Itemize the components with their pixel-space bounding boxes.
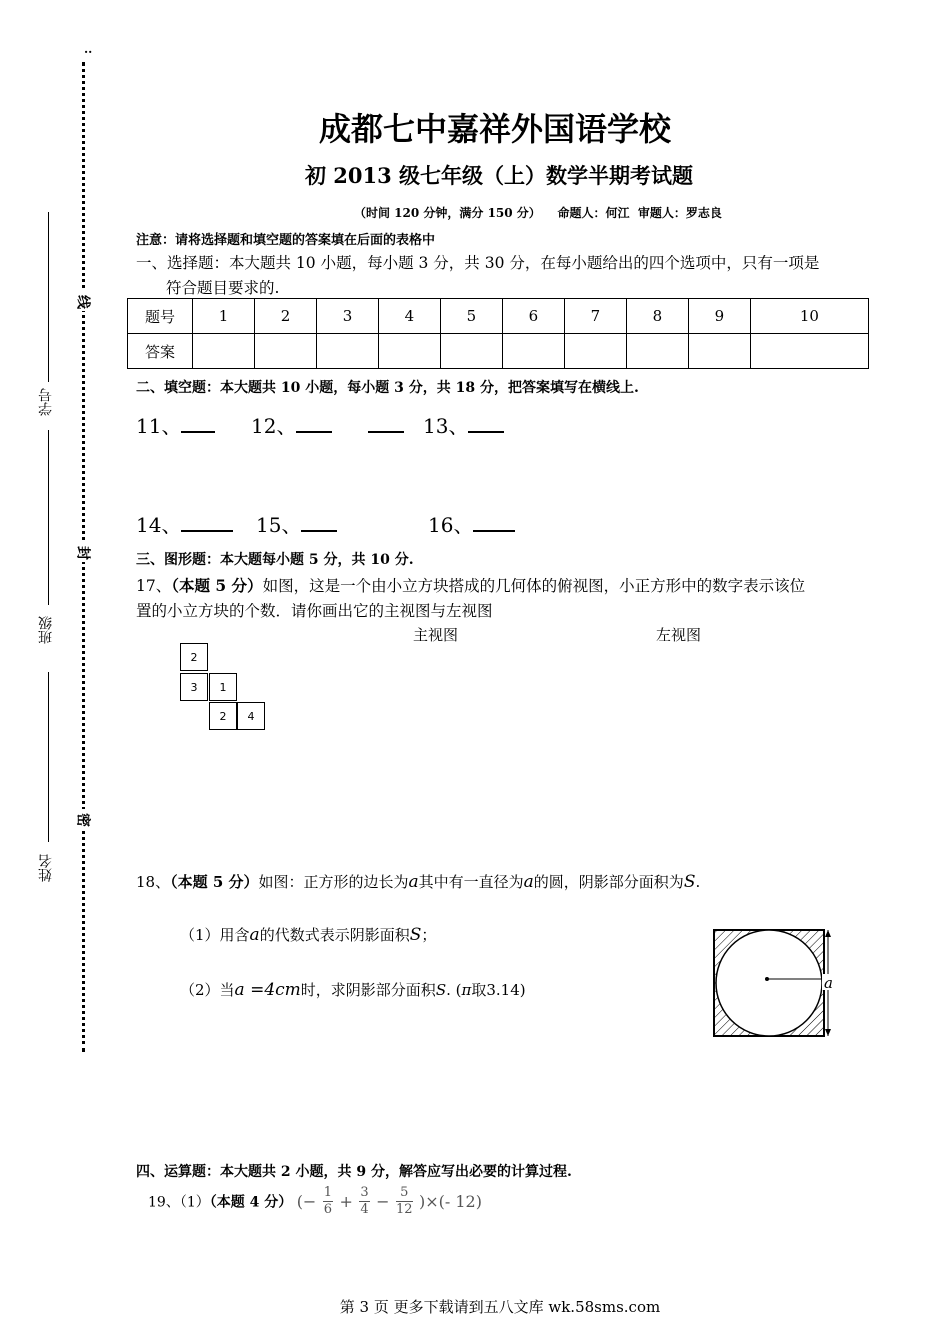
center-dot xyxy=(765,977,769,981)
arrow-up-icon xyxy=(825,930,831,937)
q19-close: )×(- 12) xyxy=(418,1192,482,1211)
q17-line1 xyxy=(136,574,805,596)
q18-part1 xyxy=(180,924,436,945)
q16 xyxy=(428,509,515,538)
q18-text3: 的圆，阴影部分面积为 xyxy=(533,873,684,891)
q18-var-a2: a xyxy=(523,872,534,892)
seal-feng: 封 xyxy=(77,544,91,560)
q11 xyxy=(136,410,215,439)
table-cell: 4 xyxy=(378,299,440,334)
fraction-2 xyxy=(359,1185,369,1218)
q18-part2-b: 时，求阴影部分面积 xyxy=(300,981,436,999)
q18-text1: 如图：正方形的边长为 xyxy=(258,873,409,891)
fraction-1 xyxy=(323,1185,333,1218)
answer-cell[interactable] xyxy=(193,334,255,369)
arrow-down-icon xyxy=(825,1029,831,1036)
answer-cell[interactable] xyxy=(316,334,378,369)
table-cell: 5 xyxy=(440,299,502,334)
q18-text4: . xyxy=(695,873,701,891)
fraction-1-num: 1 xyxy=(323,1185,333,1200)
table-cell: 7 xyxy=(564,299,626,334)
q18-line xyxy=(136,871,700,892)
table-row xyxy=(128,334,869,369)
table-cell: 3 xyxy=(316,299,378,334)
answer-cell[interactable] xyxy=(750,334,868,369)
q18-part2-c: . ( xyxy=(446,981,462,999)
q16-label: 16、 xyxy=(428,513,474,537)
q18-part1-a: （1）用含 xyxy=(180,926,250,944)
fraction-2-den: 4 xyxy=(360,1202,369,1217)
q19-prefix: 19、（1） xyxy=(148,1194,210,1211)
q18-text2: 其中有一直径为 xyxy=(418,873,524,891)
table-cell: 9 xyxy=(688,299,750,334)
fraction-3 xyxy=(396,1185,413,1218)
q18-part1-var-s: S xyxy=(409,925,422,945)
q18-var-s: S xyxy=(683,872,696,892)
q16-blank[interactable] xyxy=(473,516,515,532)
answer-table xyxy=(127,298,869,369)
seal-xian: 线 xyxy=(77,293,91,309)
notice: 注意：请将选择题和填空题的答案填在后面的表格中 xyxy=(136,233,436,248)
q18-points: （本题 5 分） xyxy=(170,873,259,891)
q18-part1-c: ； xyxy=(421,926,437,944)
exam-title: 初 2013 级七年级（上）数学半期考试题 xyxy=(304,163,694,188)
q18-number: 18、 xyxy=(136,873,171,891)
seal-mi: 密 xyxy=(77,811,91,827)
figure-label-a: a xyxy=(824,974,833,992)
answer-cell[interactable] xyxy=(626,334,688,369)
name-label: 姓名 xyxy=(38,854,54,882)
student-id-line xyxy=(48,212,49,382)
row-label-answer: 答案 xyxy=(128,334,193,369)
q14-label: 14、 xyxy=(136,513,182,537)
table-cell: 10 xyxy=(750,299,868,334)
table-cell: 8 xyxy=(626,299,688,334)
section1-line2: 符合题目要求的. xyxy=(166,279,280,297)
q18-part1-var-a: a xyxy=(249,925,260,945)
q15 xyxy=(256,509,337,538)
class-line xyxy=(48,430,49,605)
table-cell: 1 xyxy=(193,299,255,334)
grid-cell: 4 xyxy=(237,702,265,730)
q17-number: 17、 xyxy=(136,577,172,595)
fraction-3-den: 12 xyxy=(395,1202,413,1217)
q18-part2-expr: a =4cm xyxy=(234,980,301,1000)
q17-text1: 如图，这是一个由小立方块搭成的几何体的俯视图，小正方形中的数字表示该位 xyxy=(262,577,806,595)
q14-blank[interactable] xyxy=(181,516,233,532)
q18-pi: π xyxy=(461,981,472,999)
name-line xyxy=(48,672,49,842)
q18-part1-b: 的代数式表示阴影面积 xyxy=(259,926,410,944)
section1-line1: 一、选择题：本大题共 10 小题，每小题 3 分，共 30 分，在每小题给出的四个选项中，只有一项是 xyxy=(136,254,820,272)
fraction-3-num: 5 xyxy=(396,1185,413,1202)
answer-cell[interactable] xyxy=(502,334,564,369)
fraction-2-num: 3 xyxy=(360,1185,369,1200)
q19 xyxy=(148,1185,482,1218)
q18-part2-var-s: S xyxy=(435,981,447,999)
page-footer: 第 3 页 更多下载请到五八文库 wk.58sms.com xyxy=(339,1298,661,1316)
q13 xyxy=(423,410,504,439)
grid-cell: 2 xyxy=(180,643,208,671)
q19-points: （本题 4 分） xyxy=(209,1194,293,1211)
q15-blank[interactable] xyxy=(301,516,337,532)
q18-part2-a: （2）当 xyxy=(180,981,235,999)
grid-cell: 1 xyxy=(209,673,237,701)
answer-cell[interactable] xyxy=(440,334,502,369)
table-cell: 2 xyxy=(254,299,316,334)
left-view-label: 左视图 xyxy=(656,626,702,644)
op-minus: − xyxy=(376,1192,390,1211)
q19-open: (− xyxy=(296,1192,317,1211)
q12-blank-1[interactable] xyxy=(296,417,332,433)
answer-cell[interactable] xyxy=(688,334,750,369)
q12-blank-2[interactable] xyxy=(368,417,404,433)
square-circle-figure xyxy=(706,924,846,1040)
exam-info: （时间 120 分钟，满分 150 分） 命题人：何江 审题人：罗志良 xyxy=(354,206,722,220)
table-row xyxy=(128,299,869,334)
answer-cell[interactable] xyxy=(564,334,626,369)
q12 xyxy=(251,410,404,439)
margin-dots: .. xyxy=(84,42,93,56)
q13-label: 13、 xyxy=(423,414,469,438)
q17-points: （本题 5 分） xyxy=(171,576,263,595)
op-plus: + xyxy=(339,1192,353,1211)
q18-part2 xyxy=(180,979,526,1000)
q15-label: 15、 xyxy=(256,513,302,537)
grid-cell: 3 xyxy=(180,673,208,701)
table-cell: 6 xyxy=(502,299,564,334)
row-label-number: 题号 xyxy=(128,299,193,334)
answer-cell[interactable] xyxy=(254,334,316,369)
q18-var-a: a xyxy=(408,872,419,892)
q11-blank[interactable] xyxy=(181,417,215,433)
class-label: 班级 xyxy=(38,616,54,644)
q12-label: 12、 xyxy=(251,414,297,438)
grid-cell: 2 xyxy=(209,702,237,730)
section3-title: 三、图形题：本大题每小题 5 分，共 10 分. xyxy=(136,552,414,568)
student-id-label: 学号 xyxy=(38,388,54,416)
q18-part2-d: 取3.14) xyxy=(471,981,526,999)
q13-blank[interactable] xyxy=(468,417,504,433)
q17-line2: 置的小立方块的个数．请你画出它的主视图与左视图 xyxy=(136,602,493,620)
circle-shape xyxy=(716,930,822,1036)
section2-title: 二、填空题：本大题共 10 小题，每小题 3 分，共 18 分，把答案填写在横线上. xyxy=(136,380,639,396)
school-title: 成都七中嘉祥外国语学校 xyxy=(318,110,671,148)
fraction-1-den: 6 xyxy=(323,1202,333,1217)
q11-label: 11、 xyxy=(136,414,182,438)
q14 xyxy=(136,509,233,538)
main-view-label: 主视图 xyxy=(413,626,459,644)
section4-title: 四、运算题：本大题共 2 小题，共 9 分，解答应写出必要的计算过程. xyxy=(136,1164,572,1180)
answer-cell[interactable] xyxy=(378,334,440,369)
